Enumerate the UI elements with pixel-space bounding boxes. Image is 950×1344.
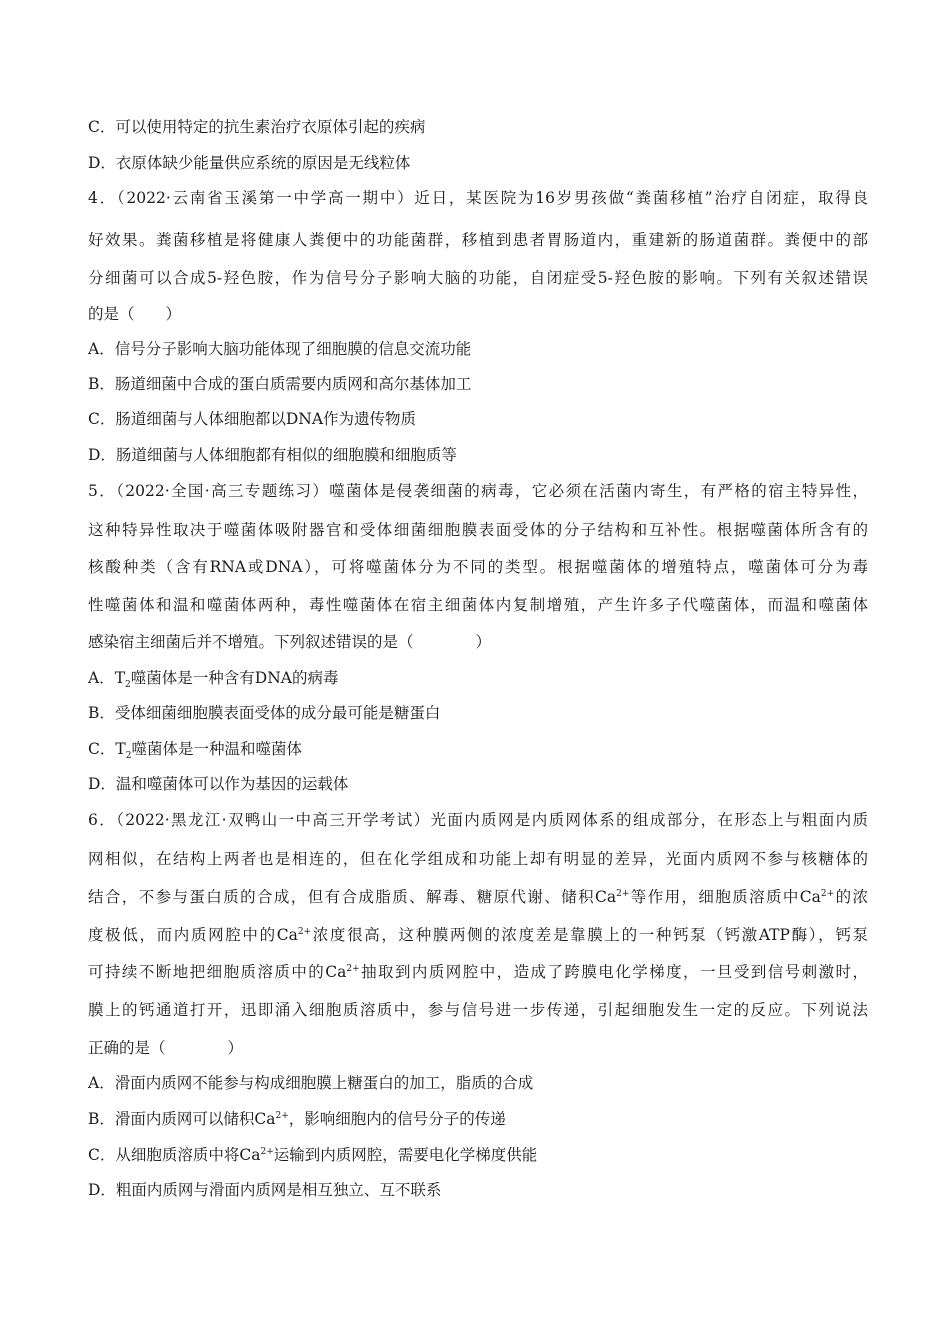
q4-option-d: D．肠道细菌与人体细胞都有相似的细胞膜和细胞质等 xyxy=(88,446,457,464)
q4-option-c: C．肠道细菌与人体细胞都以DNA作为遗传物质 xyxy=(88,410,417,428)
q6-stem-line-1: 6．（2022·黑龙江·双鸭山一中高三开学考试）光面内质网是内质网体系的组成部分，在形态上与粗面内质 xyxy=(88,811,868,829)
q6-stem-line-2: 网相似，在结构上两者也是相连的，但在化学组成和功能上却有明显的差异，光面内质网不参与核糖体的 xyxy=(88,850,868,868)
q5-option-c: C．$T_2$噬菌体是一种温和噬菌体 xyxy=(88,740,302,759)
q5-stem-line-3: 核酸种类（含有RNA或DNA），可将噬菌体分为不同的类型。根据噬菌体的增殖特点，噬菌体可分为毒 xyxy=(88,558,868,576)
q5-option-a: A．$T_2$噬菌体是一种含有DNA的病毒 xyxy=(88,669,339,688)
q3-option-d: D．衣原体缺少能量供应系统的原因是无线粒体 xyxy=(88,154,411,172)
q6-stem-line-4: 度极低，而内质网腔中的$Ca^{2+}$浓度很高，这种膜两侧的浓度差是靠膜上的一种钙泵（钙激ATP酶），钙泵 xyxy=(88,926,868,944)
q4-stem-line-1: 4．（2022·云南省玉溪第一中学高一期中）近日，某医院为16岁男孩做“粪菌移植”治疗自闭症，取得良 xyxy=(88,189,868,207)
q4-stem-line-4: 的是（ ） xyxy=(88,305,182,323)
q4-option-a: A．信号分子影响大脑功能体现了细胞膜的信息交流功能 xyxy=(88,340,472,358)
q5-option-d: D．温和噬菌体可以作为基因的运载体 xyxy=(88,775,349,793)
q6-option-b: B．滑面内质网可以储积$Ca^{2+}$，影响细胞内的信号分子的传递 xyxy=(88,1110,506,1128)
q6-stem-line-7: 正确的是（ ） xyxy=(88,1039,244,1057)
q4-option-b: B．肠道细菌中合成的蛋白质需要内质网和高尔基体加工 xyxy=(88,375,472,393)
q6-stem-line-3: 结合，不参与蛋白质的合成，但有合成脂质、解毒、糖原代谢、储积$Ca^{2+}$等作用，细胞质溶质中$Ca^{2+}$的浓 xyxy=(88,888,868,906)
q6-stem-line-5: 可持续不断地把细胞质溶质中的$Ca^{2+}$抽取到内质网腔中，造成了跨膜电化学梯度，一旦受到信号刺激时， xyxy=(88,963,868,981)
q6-option-c: C．从细胞质溶质中将$Ca^{2+}$运输到内质网腔，需要电化学梯度供能 xyxy=(88,1146,538,1164)
q5-stem-line-2: 这种特异性取决于噬菌体吸附器官和受体细菌细胞膜表面受体的分子结构和互补性。根据噬菌体所含有的 xyxy=(88,521,868,539)
q5-stem-line-1: 5．（2022·全国·高三专题练习）噬菌体是侵袭细菌的病毒，它必须在活菌内寄生，有严格的宿主特异性， xyxy=(88,482,868,500)
q6-option-a: A．滑面内质网不能参与构成细胞膜上糖蛋白的加工，脂质的合成 xyxy=(88,1074,534,1092)
q5-stem-line-4: 性噬菌体和温和噬菌体两种，毒性噬菌体在宿主细菌体内复制增殖，产生许多子代噬菌体，而温和噬菌体 xyxy=(88,596,868,614)
q4-stem-line-3: 分细菌可以合成5-羟色胺，作为信号分子影响大脑的功能，自闭症受5-羟色胺的影响。下列有关叙述错误 xyxy=(88,269,868,287)
q3-option-c: C．可以使用特定的抗生素治疗衣原体引起的疾病 xyxy=(88,118,426,136)
q4-stem-line-2: 好效果。粪菌移植是将健康人粪便中的功能菌群，移植到患者胃肠道内，重建新的肠道菌群。粪便中的部 xyxy=(88,231,868,249)
q6-option-d: D．粗面内质网与滑面内质网是相互独立、互不联系 xyxy=(88,1181,442,1199)
q6-stem-line-6: 膜上的钙通道打开，迅即涌入细胞质溶质中，参与信号进一步传递，引起细胞发生一定的反应。下列说法 xyxy=(88,1001,868,1019)
q5-option-b: B．受体细菌细胞膜表面受体的成分最可能是糖蛋白 xyxy=(88,704,441,722)
q5-stem-line-5: 感染宿主细菌后并不增殖。下列叙述错误的是（ ） xyxy=(88,633,492,651)
